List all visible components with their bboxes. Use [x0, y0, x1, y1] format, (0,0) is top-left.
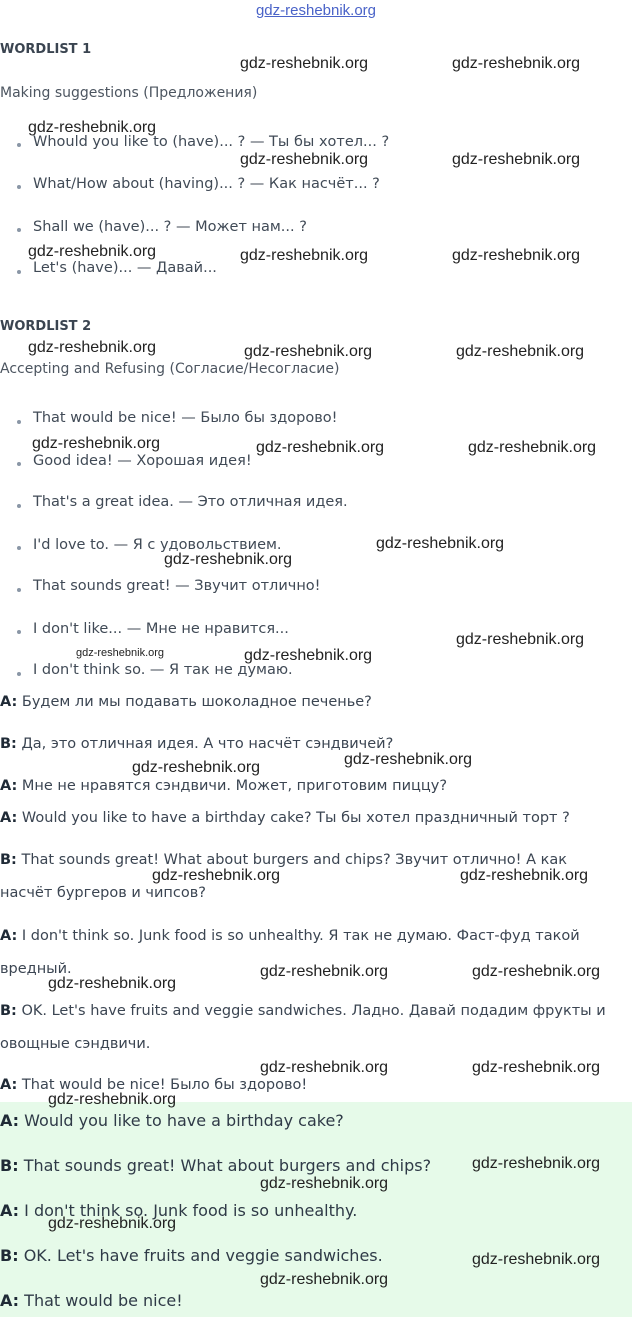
watermark: gdz-reshebnik.org: [76, 647, 165, 659]
line-text: Мне не нравятся сэндвичи. Может, приготовим пиццу?: [21, 778, 448, 794]
dialogue-line: [0, 736, 393, 752]
dialogue-line: [0, 694, 372, 710]
speaker-label: A:: [0, 1111, 20, 1130]
site-title-link[interactable]: gdz-reshebnik.org: [255, 2, 377, 19]
speaker-label: A:: [0, 810, 18, 826]
watermark: gdz-reshebnik.org: [244, 647, 373, 664]
watermark: gdz-reshebnik.org: [452, 151, 581, 168]
bullet-dot: [17, 143, 21, 147]
speaker-label: A:: [0, 778, 18, 794]
watermark: gdz-reshebnik.org: [260, 1175, 389, 1192]
line-text: OK. Let's have fruits and veggie sandwiches.: [23, 1246, 383, 1265]
answer-line: [0, 1246, 383, 1265]
line-text: Да, это отличная идея. А что насчёт сэндвичей?: [21, 736, 394, 752]
bullet-dot: [17, 672, 21, 676]
answer-line: [0, 1111, 344, 1130]
bullet-dot: [17, 546, 21, 550]
watermark: gdz-reshebnik.org: [344, 751, 473, 768]
wordlist1-item: What/How about (having)... ? — Как насчёт... ?: [33, 176, 380, 192]
wordlist2-item: That's a great idea. — Это отличная идея.: [33, 494, 348, 510]
wordlist2-item: I don't like... — Мне не нравится...: [33, 621, 289, 637]
speaker-label: B:: [0, 1003, 17, 1019]
answer-line: [0, 1291, 183, 1310]
bullet-dot: [17, 504, 21, 508]
wordlist2-item: Good idea! — Хорошая идея!: [33, 453, 252, 469]
dialogue-line-continued: насчёт бургеров и чипсов?: [0, 885, 206, 901]
line-text: OK. Let's have fruits and veggie sandwiches. Ладно. Давай подадим фрукты и: [21, 1003, 606, 1019]
watermark: gdz-reshebnik.org: [256, 439, 385, 456]
line-text: That would be nice!: [24, 1291, 183, 1310]
speaker-label: A:: [0, 928, 18, 944]
speaker-label: A:: [0, 1077, 18, 1093]
wordlist2-item: I don't think so. — Я так не думаю.: [33, 662, 293, 678]
watermark: gdz-reshebnik.org: [28, 119, 157, 136]
watermark: gdz-reshebnik.org: [376, 535, 505, 552]
wordlist1-subtitle: Making suggestions (Предложения): [0, 85, 258, 101]
watermark: gdz-reshebnik.org: [460, 867, 589, 884]
answer-line: [0, 1156, 431, 1175]
watermark: gdz-reshebnik.org: [244, 343, 373, 360]
speaker-label: A:: [0, 1291, 20, 1310]
bullet-dot: [17, 420, 21, 424]
bullet-dot: [17, 588, 21, 592]
speaker-label: B:: [0, 852, 17, 868]
wordlist2-item: That would be nice! — Было бы здорово!: [33, 410, 338, 426]
watermark: gdz-reshebnik.org: [48, 1091, 177, 1108]
watermark: gdz-reshebnik.org: [452, 247, 581, 264]
watermark: gdz-reshebnik.org: [472, 1155, 601, 1172]
watermark: gdz-reshebnik.org: [260, 963, 389, 980]
line-text: That sounds great! What about burgers and chips?: [23, 1156, 432, 1175]
speaker-label: A:: [0, 694, 18, 710]
line-text: That sounds great! What about burgers and chips? Звучит отлично! А как: [21, 852, 568, 868]
bullet-dot: [17, 462, 21, 466]
bullet-dot: [17, 185, 21, 189]
watermark: gdz-reshebnik.org: [240, 55, 369, 72]
watermark: gdz-reshebnik.org: [260, 1059, 389, 1076]
wordlist2-item: That sounds great! — Звучит отлично!: [33, 578, 321, 594]
dialogue-line: [0, 852, 567, 868]
watermark: gdz-reshebnik.org: [472, 1059, 601, 1076]
line-text: Would you like to have a birthday cake? Ты бы хотел праздничный торт ?: [21, 810, 570, 826]
line-text: Будем ли мы подавать шоколадное печенье?: [21, 694, 372, 710]
bullet-dot: [17, 630, 21, 634]
line-text: I don't think so. Junk food is so unhealthy. Я так не думаю. Фаст-фуд такой: [21, 928, 580, 944]
dialogue-line: [0, 928, 580, 944]
watermark: gdz-reshebnik.org: [152, 867, 281, 884]
watermark: gdz-reshebnik.org: [164, 551, 293, 568]
dialogue-line: [0, 1003, 606, 1019]
wordlist1-item: Whould you like to (have)... ? — Ты бы хотел... ?: [33, 134, 390, 150]
wordlist1-item: Let's (have)... — Давай...: [33, 260, 217, 276]
speaker-label: B:: [0, 736, 17, 752]
watermark: gdz-reshebnik.org: [260, 1271, 389, 1288]
bullet-dot: [17, 270, 21, 274]
watermark: gdz-reshebnik.org: [472, 1251, 601, 1268]
watermark: gdz-reshebnik.org: [48, 1215, 177, 1232]
wordlist2-item: I'd love to. — Я с удовольствием.: [33, 537, 282, 553]
watermark: gdz-reshebnik.org: [468, 439, 597, 456]
wordlist2-title: WORDLIST 2: [0, 319, 92, 334]
dialogue-line-continued: овощные сэндвичи.: [0, 1036, 151, 1052]
wordlist1-item: Shall we (have)... ? — Может нам... ?: [33, 219, 307, 235]
watermark: gdz-reshebnik.org: [472, 963, 601, 980]
watermark: gdz-reshebnik.org: [452, 55, 581, 72]
watermark: gdz-reshebnik.org: [48, 975, 177, 992]
line-text: Would you like to have a birthday cake?: [24, 1111, 344, 1130]
watermark: gdz-reshebnik.org: [28, 243, 157, 260]
line-text: That would be nice! Было бы здорово!: [21, 1077, 308, 1093]
speaker-label: B:: [0, 1246, 19, 1265]
speaker-label: B:: [0, 1156, 19, 1175]
watermark: gdz-reshebnik.org: [132, 759, 261, 776]
wordlist2-subtitle: Accepting and Refusing (Согласие/Несогласие): [0, 361, 340, 377]
line-text: I don't think so. Junk food is so unhealthy.: [24, 1201, 358, 1220]
dialogue-line-continued: вредный.: [0, 961, 72, 977]
bullet-dot: [17, 228, 21, 232]
watermark: gdz-reshebnik.org: [240, 151, 369, 168]
dialogue-line: [0, 778, 447, 794]
watermark: gdz-reshebnik.org: [240, 247, 369, 264]
dialogue-line: [0, 810, 570, 826]
watermark: gdz-reshebnik.org: [28, 339, 157, 356]
watermark: gdz-reshebnik.org: [456, 631, 585, 648]
watermark: gdz-reshebnik.org: [456, 343, 585, 360]
watermark: gdz-reshebnik.org: [32, 435, 161, 452]
speaker-label: A:: [0, 1201, 20, 1220]
wordlist1-title: WORDLIST 1: [0, 42, 92, 57]
